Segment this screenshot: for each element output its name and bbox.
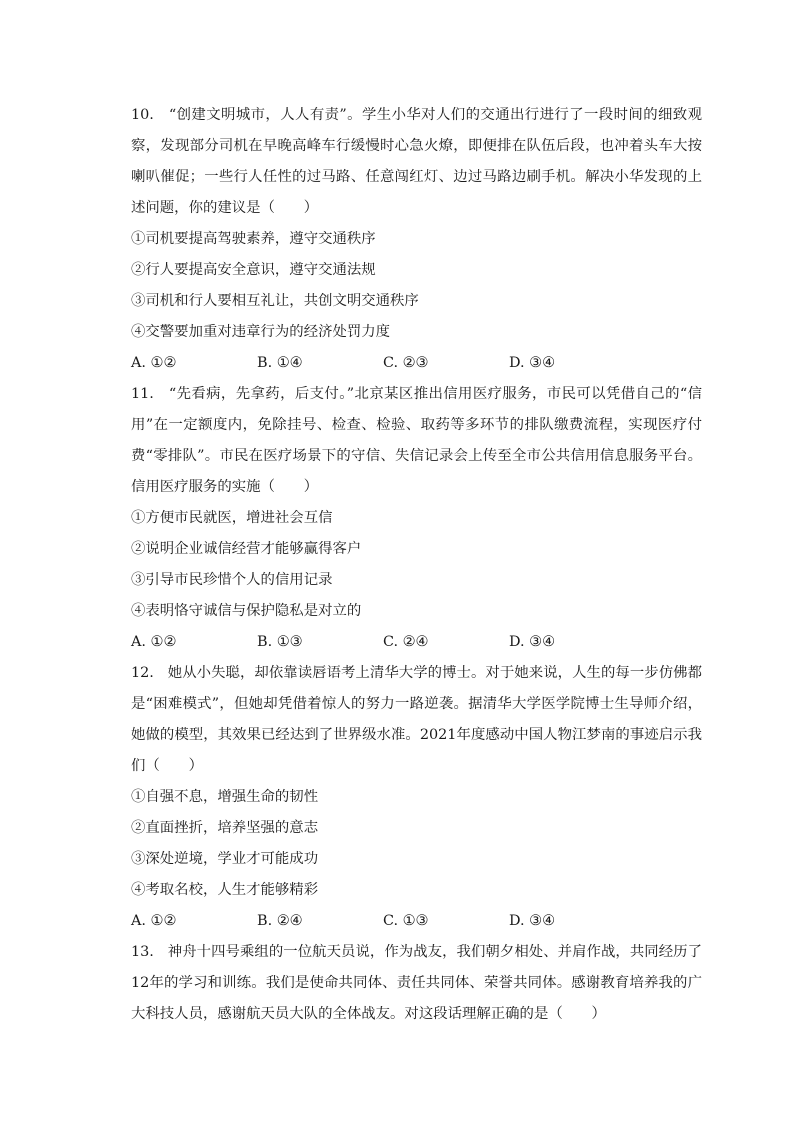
choice-c[interactable]: C. ②④ [383,634,429,650]
choice-d[interactable]: D. ③④ [509,634,555,650]
choice-b[interactable]: B. ②④ [257,913,303,929]
option-statement: ①司机要提高驾驶素养，遵守交通秩序 [131,231,376,247]
option-statement: ①自强不息，增强生命的韧性 [131,789,319,805]
option-statement: ③司机和行人要相互礼让，共创文明交通秩序 [131,293,419,309]
choice-d[interactable]: D. ③④ [509,913,555,929]
answer-choices [131,627,702,658]
answer-choices [131,348,702,379]
question-stem [131,937,702,1030]
question-stem [131,100,702,224]
option-statement: ④表明恪守诚信与保护隐私是对立的 [131,603,362,619]
question-12 [131,658,702,937]
question-text: “创建文明城市，人人有责”。学生小华对人们的交通出行进行了一段时间的细致观察，发现部分司机在早晚高峰车行缓慢时心急火燎，即便排在队伍后段，也冲着头车大按喇叭催促；一些行人任性的过马路、任意闯红灯、边过马路边刷手机。解决小华发现的上述问题，你的建议是（ ） [131,107,702,216]
question-stem [131,379,702,503]
choice-a[interactable]: A. ①② [131,355,177,371]
choice-a[interactable]: A. ①② [131,913,177,929]
question-text: “先看病，先拿药，后支付。”北京某区推出信用医疗服务，市民可以凭借自己的“信用”在一定额度内，免除挂号、检查、检验、取药等多环节的排队缴费流程，实现医疗付费“零排队”。市民在医疗场景下的守信、失信记录会上传至全市公共信用信息服务平台。信用医疗服务的实施（ ） [131,386,702,495]
question-number: 10. [131,107,154,123]
option-statement: ②直面挫折，培养坚强的意志 [131,820,319,836]
question-number: 11. [131,386,154,402]
question-number: 12. [131,665,154,681]
answer-choices [131,906,702,937]
choice-b[interactable]: B. ①④ [257,355,303,371]
option-statement: ④交警要加重对违章行为的经济处罚力度 [131,324,391,340]
option-statement: ④考取名校，人生才能够精彩 [131,882,319,898]
question-13 [131,937,702,1030]
question-11 [131,379,702,658]
question-text: 神舟十四号乘组的一位航天员说，作为战友，我们朝夕相处、并肩作战，共同经历了12年的学习和训练。我们是使命共同体、责任共同体、荣誉共同体。感谢教育培养我的广大科技人员，感谢航天员大队的全体战友。对这段话理解正确的是（ ） [131,944,702,1022]
question-text: 她从小失聪，却依靠读唇语考上清华大学的博士。对于她来说，人生的每一步仿佛都是“困难模式”，但她却凭借着惊人的努力一路逆袭。据清华大学医学院博士生导师介绍，她做的模型，其效果已经达到了世界级水准。2021年度感动中国人物江梦南的事迹启示我们（ ） [131,665,702,774]
option-statement: ③引导市民珍惜个人的信用记录 [131,572,333,588]
choice-c[interactable]: C. ①③ [383,913,429,929]
question-10 [131,100,702,379]
choice-b[interactable]: B. ①③ [257,634,303,650]
question-stem [131,658,702,782]
option-statement: ①方便市民就医，增进社会互信 [131,510,333,526]
option-statement: ②行人要提高安全意识，遵守交通法规 [131,262,376,278]
choice-d[interactable]: D. ③④ [509,355,555,371]
option-statement: ②说明企业诚信经营才能够赢得客户 [131,541,362,557]
question-number: 13. [131,944,154,960]
choice-c[interactable]: C. ②③ [383,355,429,371]
choice-a[interactable]: A. ①② [131,634,177,650]
option-statement: ③深处逆境，学业才可能成功 [131,851,319,867]
